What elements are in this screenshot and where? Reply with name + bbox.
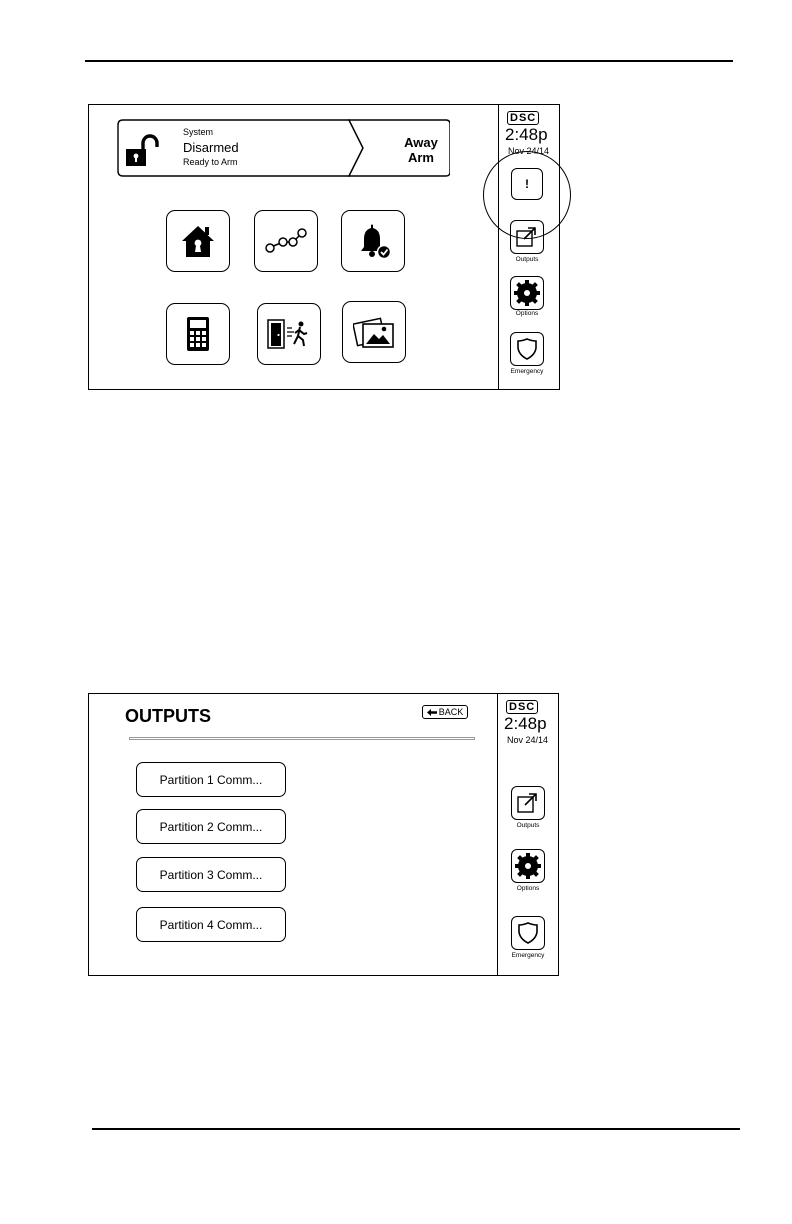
header-rule <box>85 60 733 62</box>
ready-status: Ready to Arm <box>183 157 238 167</box>
clock-time: 2:48p <box>505 125 548 144</box>
unlocked-padlock-icon <box>125 133 165 169</box>
emergency-label: Emergency <box>511 952 545 959</box>
outputs-button[interactable] <box>511 786 545 820</box>
sidebar <box>498 105 559 389</box>
outputs-screen <box>88 693 559 976</box>
home-screen <box>88 104 560 390</box>
partition-button-2[interactable]: Partition 2 Comm... <box>136 809 286 844</box>
title-divider <box>129 737 475 740</box>
options-button[interactable] <box>510 276 544 310</box>
away-arm-line2: Arm <box>407 150 434 165</box>
shield-icon <box>515 337 539 361</box>
outputs-label: Outputs <box>515 256 539 263</box>
away-arm-line1: Away <box>404 135 438 150</box>
back-arrow-icon <box>427 709 437 716</box>
sidebar <box>497 694 558 975</box>
partition-button-3[interactable]: Partition 3 Comm... <box>136 857 286 892</box>
bell-check-icon <box>353 221 393 261</box>
gear-icon <box>515 853 541 879</box>
clock-date: Nov 24/14 <box>507 735 549 745</box>
exit-tile[interactable] <box>257 303 321 365</box>
emergency-button[interactable] <box>510 332 544 366</box>
brand-logo: DSC <box>507 109 539 125</box>
clock-date: Nov 24/14 <box>508 146 550 156</box>
callout-circle <box>483 151 571 239</box>
back-label: BACK <box>438 707 464 717</box>
house-lock-icon <box>178 223 218 259</box>
alarm-memory-tile[interactable] <box>341 210 405 272</box>
alert-icon: ! <box>525 177 529 191</box>
emergency-label: Emergency <box>510 368 544 375</box>
shield-icon <box>516 921 540 945</box>
brand-logo: DSC <box>506 698 538 714</box>
away-arm-button[interactable] <box>389 135 453 165</box>
clock-time: 2:48p <box>504 714 547 733</box>
keypad-tile[interactable] <box>166 303 230 365</box>
page-title: OUTPUTS <box>125 706 212 726</box>
options-button[interactable] <box>511 849 545 883</box>
photos-icon <box>353 315 395 349</box>
options-label: Options <box>515 310 539 317</box>
house-lock-tile[interactable] <box>166 210 230 272</box>
options-label: Options <box>516 885 540 892</box>
footer-rule <box>92 1128 740 1130</box>
zones-icon <box>265 227 307 255</box>
emergency-button[interactable] <box>511 916 545 950</box>
zones-tile[interactable] <box>254 210 318 272</box>
system-label: System <box>183 127 214 137</box>
system-state: Disarmed <box>183 140 239 155</box>
exit-door-icon <box>267 319 311 349</box>
outputs-label: Outputs <box>516 822 540 829</box>
outputs-icon <box>516 791 540 815</box>
partition-button-4[interactable]: Partition 4 Comm... <box>136 907 286 942</box>
gear-icon <box>514 280 540 306</box>
back-button[interactable] <box>422 705 468 719</box>
partition-button-1[interactable]: Partition 1 Comm... <box>136 762 286 797</box>
photos-tile[interactable] <box>342 301 406 363</box>
keypad-icon <box>187 317 209 351</box>
